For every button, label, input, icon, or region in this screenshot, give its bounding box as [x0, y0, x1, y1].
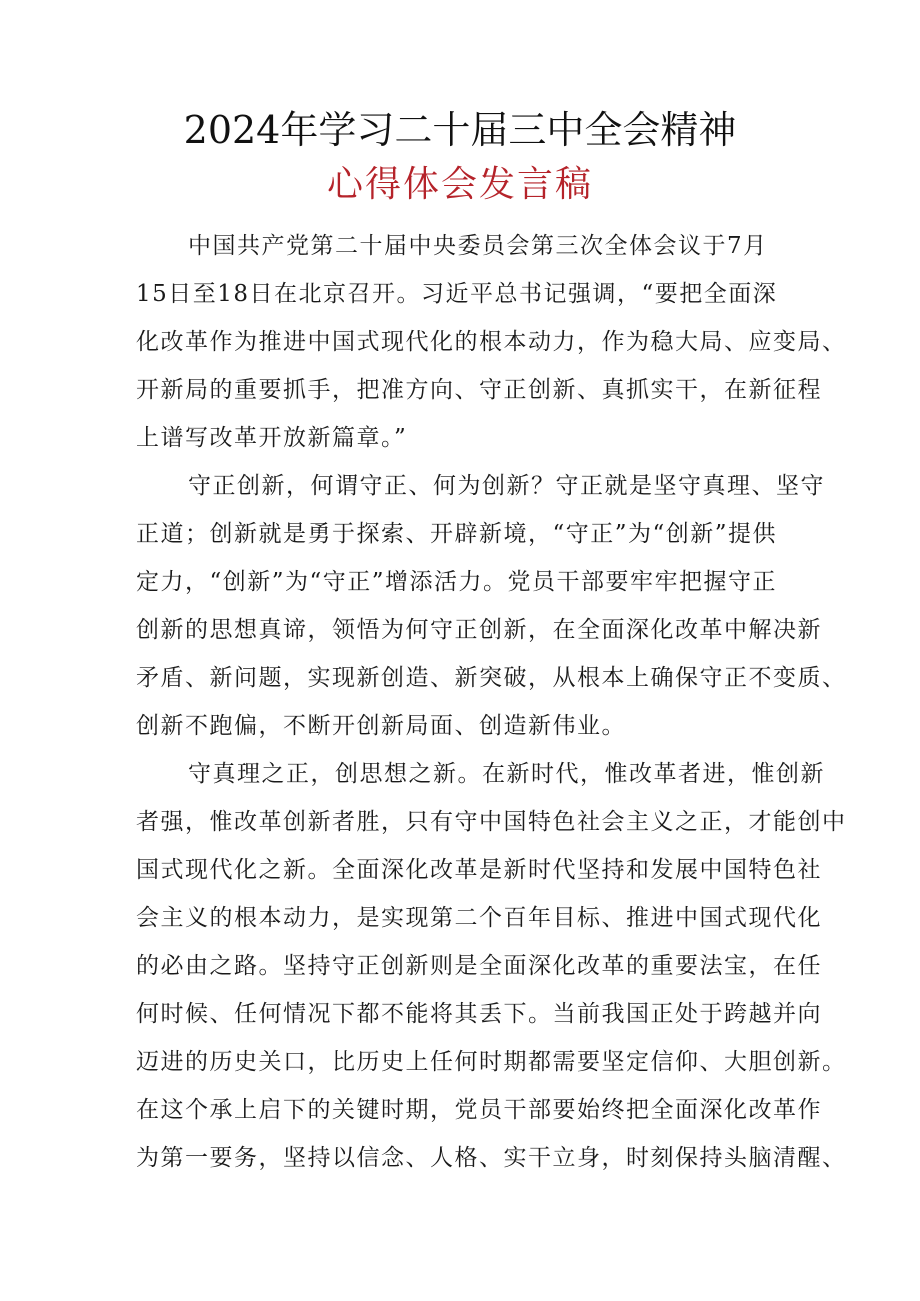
- paragraph-line: 的必由之路。坚持守正创新则是全面深化改革的重要法宝，在任: [136, 953, 822, 979]
- paragraph-line: 国式现代化之新。全面深化改革是新时代坚持和发展中国特色社: [136, 857, 822, 883]
- paragraph-line: 开新局的重要抓手，把准方向、守正创新、真抓实干，在新征程: [136, 377, 822, 403]
- document-body: [136, 222, 847, 1182]
- paragraph-line: 者强，惟改革创新者胜，只有守中国特色社会主义之正，才能创中: [136, 809, 847, 835]
- document-subtitle: 心得体会发言稿: [326, 164, 593, 205]
- paragraph-line: 中国共产党第二十届中央委员会第三次全体会议于7月: [188, 233, 768, 259]
- paragraph-line: 15日至18日在北京召开。习近平总书记强调，“要把全面深: [136, 281, 778, 307]
- paragraph-line: 为第一要务，坚持以信念、人格、实干立身，时刻保持头脑清醒、: [136, 1145, 847, 1171]
- paragraph-3: [136, 750, 847, 1182]
- paragraph-line: 迈进的历史关口，比历史上任何时期都需要坚定信仰、大胆创新。: [136, 1049, 847, 1075]
- document-title: 2024年学习二十届三中全会精神: [183, 108, 737, 152]
- paragraph-line: 矛盾、新问题，实现新创造、新突破，从根本上确保守正不变质、: [136, 665, 847, 691]
- paragraph-line: 上谱写改革开放新篇章。”: [136, 425, 408, 451]
- paragraph-line: 创新的思想真谛，领悟为何守正创新，在全面深化改革中解决新: [136, 617, 822, 643]
- paragraph-line: 会主义的根本动力，是实现第二个百年目标、推进中国式现代化: [136, 905, 822, 931]
- paragraph-line: 在这个承上启下的关键时期，党员干部要始终把全面深化改革作: [136, 1097, 822, 1123]
- paragraph-line: 正道；创新就是勇于探索、开辟新境，“守正”为“创新”提供: [136, 521, 778, 547]
- paragraph-line: 何时候、任何情况下都不能将其丢下。当前我国正处于跨越并向: [136, 1001, 822, 1027]
- paragraph-2: [136, 462, 847, 750]
- paragraph-line: 守真理之正，创思想之新。在新时代，惟改革者进，惟创新: [188, 761, 825, 787]
- paragraph-line: 化改革作为推进中国式现代化的根本动力，作为稳大局、应变局、: [136, 329, 847, 355]
- paragraph-line: 创新不跑偏，不断开创新局面、创造新伟业。: [136, 713, 626, 739]
- paragraph-line: 守正创新，何谓守正、何为创新？守正就是坚守真理、坚守: [188, 473, 825, 499]
- paragraph-1: [136, 222, 847, 462]
- paragraph-line: 定力，“创新”为“守正”增添活力。党员干部要牢牢把握守正: [136, 569, 778, 595]
